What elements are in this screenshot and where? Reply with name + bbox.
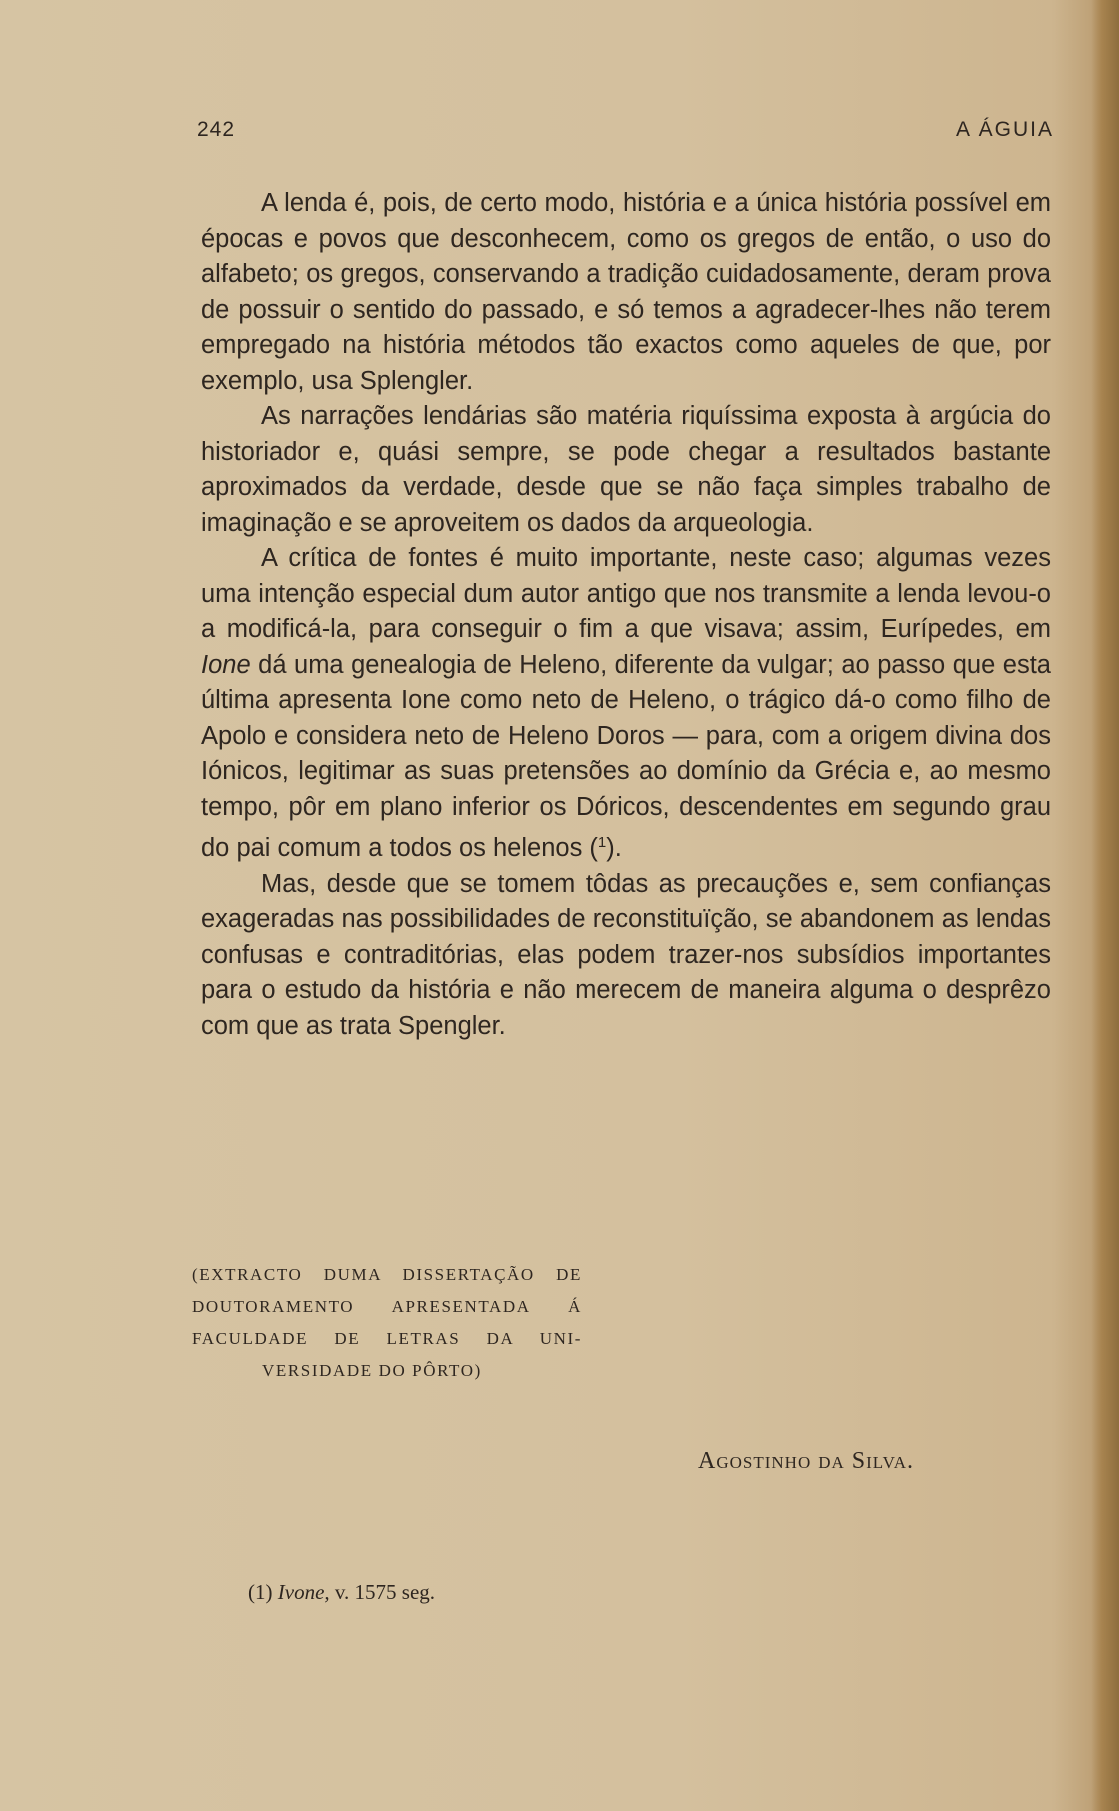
- footnote-reference: 1: [597, 834, 607, 851]
- paragraph-3-part-c: ).: [606, 834, 622, 862]
- paragraph-3: [201, 541, 1051, 867]
- running-title: A ÁGUIA: [955, 118, 1054, 141]
- author-signature: Agostinho da Silva.: [698, 1448, 914, 1474]
- footnote-marker: (1): [248, 1580, 273, 1604]
- note-line: (EXTRACTO DUMA DISSERTAÇÃO DE: [192, 1265, 582, 1284]
- page-edge: [1091, 0, 1119, 1811]
- body-text: [201, 186, 1051, 1044]
- note-line: FACULDADE DE LETRAS DA UNI-: [192, 1329, 582, 1348]
- paragraph-2: As narrações lendárias são matéria riquíssima exposta à argúcia do historiador e, quási sempre, se pode chegar a resultados bastante aproximados da verdade, desde que se não faça simples trabalho de imaginação e se aproveitem os dados da arqueologia.: [201, 402, 1051, 537]
- work-title: Ione: [201, 650, 251, 679]
- note-line: VERSIDADE DO PÔRTO): [262, 1361, 482, 1380]
- dissertation-note: [192, 1259, 582, 1387]
- paragraph-4: Mas, desde que se tomem tôdas as precauções e, sem confianças exageradas nas possibilidades de reconstituïção, se abandonem as lendas confusas e contraditórias, elas podem trazer-nos subsídios importantes para o estudo da história e não merecem de maneira alguma o desprêzo com que as trata Spengler.: [201, 869, 1051, 1040]
- note-line: DOUTORAMENTO APRESENTADA Á: [192, 1297, 582, 1316]
- page-number: 242: [197, 118, 236, 141]
- paragraph-3-part-a: A crítica de fontes é muito importante, neste caso; algumas vezes uma intenção especial dum autor antigo que nos transmite a lenda levou-o a modificá-la, para conseguir o fim a que visava; assim, Eurípedes, em: [201, 544, 1051, 643]
- page-header: [197, 118, 1054, 148]
- footnote-title: Ivone,: [277, 1580, 330, 1604]
- paragraph-1: A lenda é, pois, de certo modo, história e a única história possível em épocas e povos que desconhecem, como os gregos de então, o uso do alfabeto; os gregos, conservando a tradição cuidadosamente, deram prova de possuir o sentido do passado, e só temos a agradecer-lhes não terem empregado na história métodos tão exactos como aqueles de que, por exemplo, usa Splengler.: [201, 189, 1051, 395]
- paragraph-3-part-b: dá uma genealogia de Heleno, diferente da vulgar; ao passo que esta última apresenta Ione como neto de Heleno, o trágico dá-o como filho de Apolo e considera neto de Heleno Doros — para, com a origem divina dos Iónicos, legitimar as suas pretensões ao domínio da Grécia e, ao mesmo tempo, pôr em plano inferior os Dóricos, descendentes em segundo grau do pai comum a todos os helenos (: [201, 650, 1051, 862]
- footnote-text: v. 1575 seg.: [334, 1580, 436, 1604]
- footnote: [248, 1580, 648, 1605]
